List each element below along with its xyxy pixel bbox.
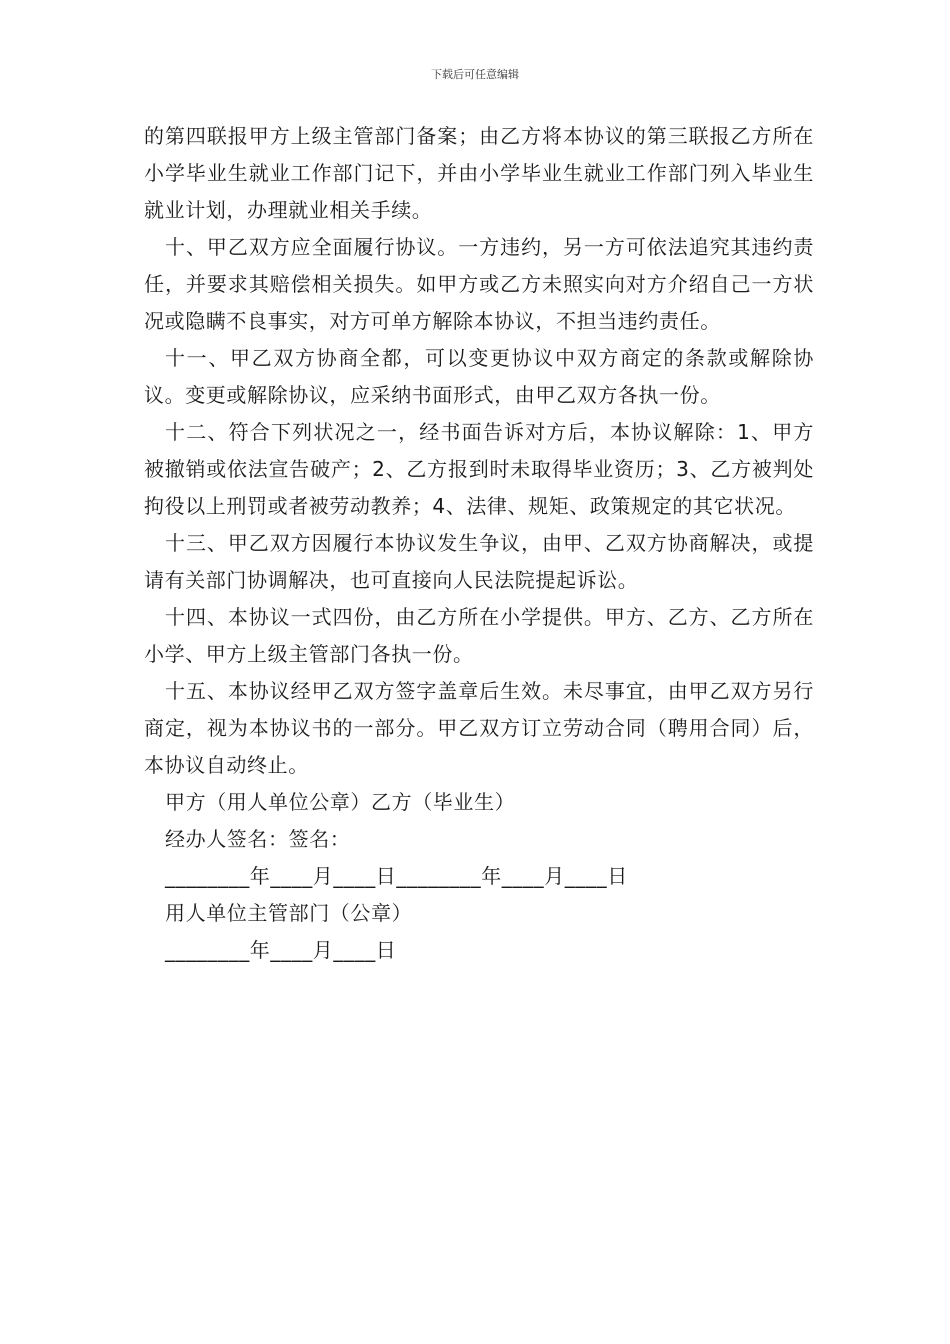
paragraph-clause-15: 十五、本协议经甲乙双方签字盖章后生效。未尽事宜，由甲乙双方另行商定，视为本协议书的一部分。甲乙双方订立劳动合同（聘用合同）后，本协议自动终止。 [144, 679, 814, 777]
paragraph-clause-14: 十四、本协议一式四份，由乙方所在小学提供。甲方、乙方、乙方所在小学、甲方上级主管部门各执一份。 [144, 605, 814, 666]
signature-signers: 经办人签名：签名： [165, 827, 351, 851]
signature-department: 用人单位主管部门（公章） [165, 901, 413, 925]
signature-date-line: ________年____月____日________年____月____日 [165, 864, 628, 888]
page-header: 下载后可任意编辑 [431, 68, 519, 81]
department-date-line: ________年____月____日 [165, 938, 397, 962]
paragraph-filing: 的第四联报甲方上级主管部门备案；由乙方将本协议的第三联报乙方所在小学毕业生就业工作部门记下，并由小学毕业生就业工作部门列入毕业生就业计划，办理就业相关手续。 [144, 124, 814, 222]
paragraph-clause-10: 十、甲乙双方应全面履行协议。一方违约，另一方可依法追究其违约责任，并要求其赔偿相关损失。如甲方或乙方未照实向对方介绍自己一方状况或隐瞒不良事实，对方可单方解除本协议，不担当违约责任。 [144, 235, 814, 333]
paragraph-clause-11: 十一、甲乙双方协商全都，可以变更协议中双方商定的条款或解除协议。变更或解除协议，应采纳书面形式，由甲乙双方各执一份。 [144, 346, 814, 407]
paragraph-clause-12: 十二、符合下列状况之一，经书面告诉对方后，本协议解除：1、甲方被撤销或依法宣告破产；2、乙方报到时未取得毕业资历；3、乙方被判处拘役以上刑罚或者被劳动教养；4、法律、规矩、政策规定的其它状况。 [144, 420, 814, 518]
paragraph-clause-13: 十三、甲乙双方因履行本协议发生争议，由甲、乙双方协商解决，或提请有关部门协调解决，也可直接向人民法院提起诉讼。 [144, 531, 814, 592]
document-body [144, 118, 814, 969]
signature-parties: 甲方（用人单位公章）乙方（毕业生） [165, 790, 516, 814]
